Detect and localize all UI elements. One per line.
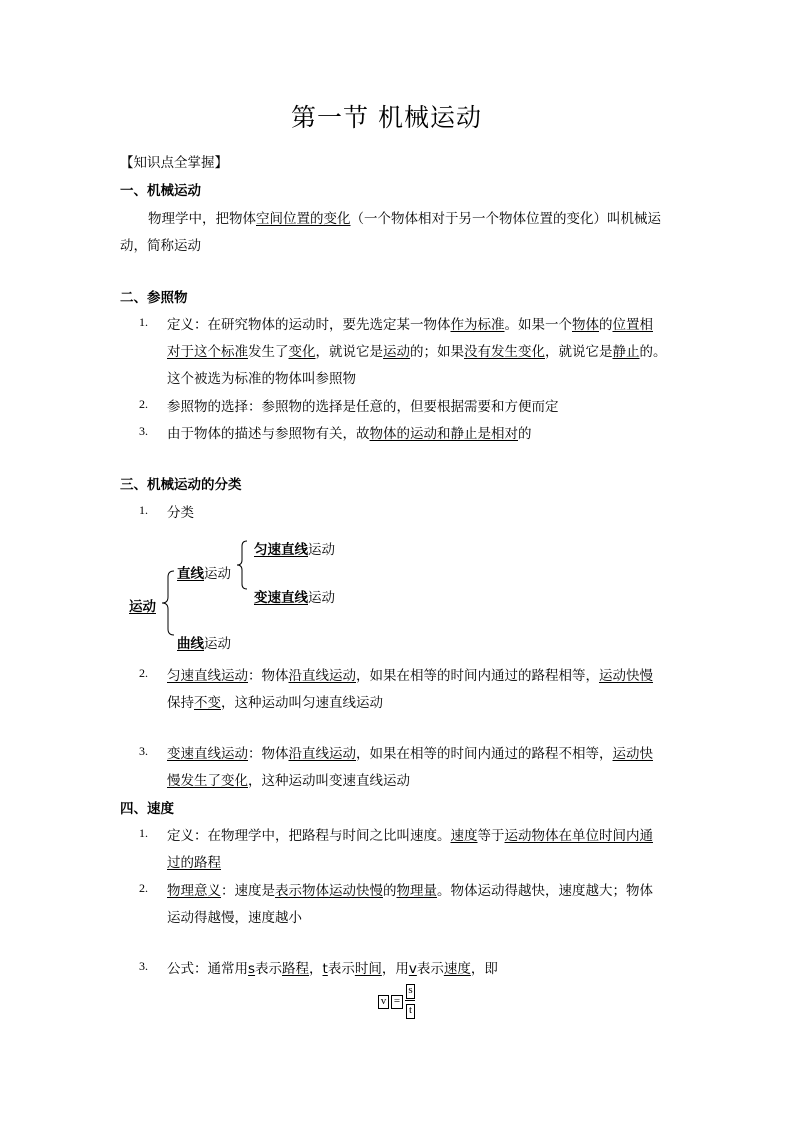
section-4-heading: 四、速度 — [120, 801, 174, 817]
section-3-item-3-line1: 变速直线运动：物体沿直线运动，如果在相等的时间内通过的路程不相等，运动快 — [167, 746, 653, 762]
section-2-heading: 二、参照物 — [120, 290, 188, 306]
list-number: 3. — [139, 424, 148, 438]
section-3-item-1: 分类 — [167, 505, 194, 521]
formula-v: v — [378, 995, 389, 1009]
section-4-item-1-line1: 定义：在物理学中，把路程与时间之比叫速度。速度等于运动物体在单位时间内通 — [167, 828, 653, 844]
section-2-item-1-line1: 定义：在研究物体的运动时，要先选定某一物体作为标准。如果一个物体的位置相 — [167, 317, 653, 333]
section-2-item-1-line3: 这个被选为标准的物体叫参照物 — [167, 371, 356, 387]
list-number: 2. — [139, 397, 148, 411]
section-2-item-2: 参照物的选择：参照物的选择是任意的，但要根据需要和方便而定 — [167, 399, 559, 415]
formula-denominator: t — [406, 1004, 415, 1019]
tree-root: 运动 — [129, 599, 156, 615]
list-number: 3. — [139, 744, 148, 758]
section-1-heading: 一、机械运动 — [120, 183, 201, 199]
list-number: 2. — [139, 881, 148, 895]
list-number: 3. — [139, 959, 148, 973]
section-3-item-2-line1: 匀速直线运动：物体沿直线运动，如果在相等的时间内通过的路程相等，运动快慢 — [167, 668, 653, 684]
formula-numerator: s — [406, 984, 415, 999]
tree-brackets — [150, 535, 260, 645]
tree-uniform: 匀速直线运动 — [254, 542, 335, 558]
section-4-item-1-line2: 过的路程 — [167, 855, 221, 871]
tree-straight: 直线运动 — [177, 566, 231, 582]
section-3-item-3-line2: 慢发生了变化，这种运动叫变速直线运动 — [167, 773, 410, 789]
list-number: 1. — [139, 826, 148, 840]
list-number: 1. — [139, 503, 148, 517]
formula-fraction-bar — [405, 1000, 415, 1001]
tree-variable: 变速直线运动 — [254, 590, 335, 606]
section-1-paragraph-line2: 动，简称运动 — [120, 238, 201, 254]
section-1-paragraph-line1: 物理学中，把物体空间位置的变化（一个物体相对于另一个物体位置的变化）叫机械运 — [148, 211, 661, 227]
page-title: 第一节 机械运动 — [291, 103, 482, 132]
knowledge-header: 【知识点全掌握】 — [120, 155, 228, 171]
outer-brace — [162, 571, 174, 635]
section-2-item-3: 由于物体的描述与参照物有关，故物体的运动和静止是相对的 — [167, 426, 532, 442]
tree-curve: 曲线运动 — [177, 636, 231, 652]
section-4-item-2-line2: 运动得越慢，速度越小 — [167, 910, 302, 926]
section-4-item-3: 公式：通常用s表示路程，t表示时间，用v表示速度，即 — [167, 961, 498, 977]
inner-brace — [237, 541, 247, 589]
section-4-item-2-line1: 物理意义：速度是表示物体运动快慢的物理量。物体运动得越快，速度越大；物体 — [167, 883, 653, 899]
formula-equals: = — [391, 995, 403, 1009]
section-3-heading: 三、机械运动的分类 — [120, 477, 242, 493]
section-2-item-1-line2: 对于这个标准发生了变化，就说它是运动的；如果没有发生变化，就说它是静止的。 — [167, 344, 667, 360]
section-3-item-2-line2: 保持不变，这种运动叫匀速直线运动 — [167, 695, 383, 711]
list-number: 2. — [139, 666, 148, 680]
list-number: 1. — [139, 315, 148, 329]
